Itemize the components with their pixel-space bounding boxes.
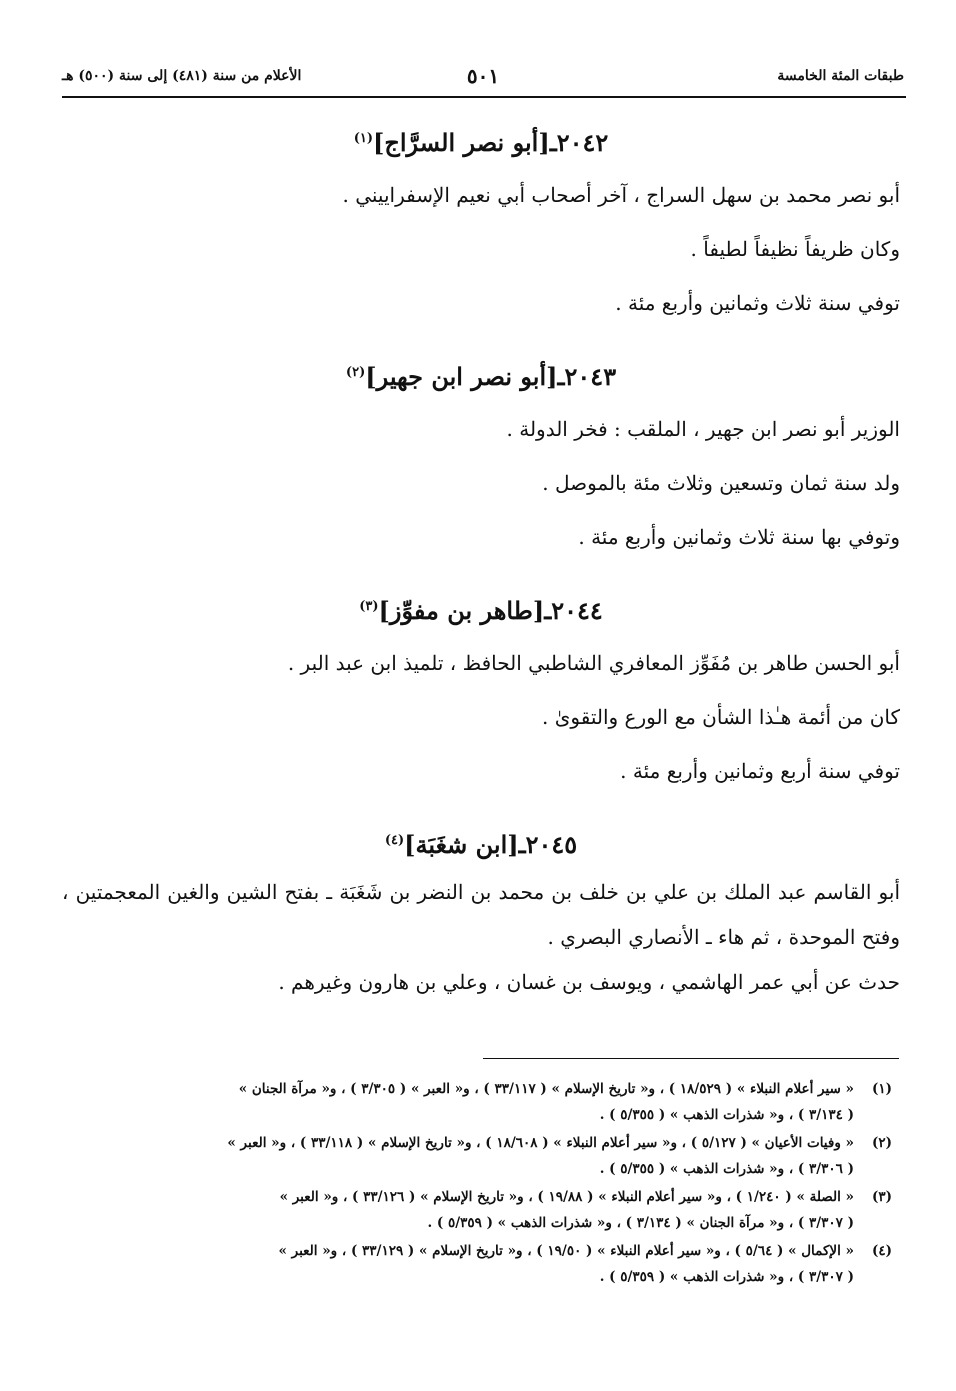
- running-head-range: الأعلام من سنة (٤٨١) إلى سنة (٥٠٠) هـ: [62, 68, 302, 84]
- footnote-reference: (١): [353, 131, 373, 146]
- entry-line: أبو الحسن طاهر بن مُفَوِّز المعافري الشاطبي الحافظ ، تلميذ ابن عبد البر .: [287, 651, 900, 675]
- entry-line: أبو القاسم عبد الملك بن علي بن خلف بن محمد بن النضر بن شَغَبَة ـ بفتح الشين والغين المعجمتين ، وفتح الموحدة ، ثم هاء ـ الأنصاري البصري .: [62, 880, 900, 949]
- entry-title: [62, 586, 900, 636]
- footnote: [62, 1130, 902, 1182]
- entry-title: [62, 352, 900, 402]
- footnote-divider: [483, 1058, 899, 1059]
- biography-entry: [62, 586, 900, 798]
- page-number: ٥٠١: [466, 64, 500, 88]
- footnote-line: ( ٣/٣٠٦ ) ، و« شذرات الذهب » ( ٥/٣٥٥ ) .: [599, 1161, 854, 1177]
- entry-line: كان من أئمة هـٰذا الشأن مع الورع والتقوىٰ .: [542, 705, 900, 729]
- footnote-reference: (٣): [359, 599, 379, 614]
- biography-entry: [62, 118, 900, 330]
- entry-line: وتوفي بها سنة ثلاث وثمانين وأربع مئة .: [578, 525, 900, 549]
- biography-entry: [62, 352, 900, 564]
- running-head: [62, 62, 904, 94]
- entry-line: توفي سنة أربع وثمانين وأربع مئة .: [620, 759, 900, 783]
- entry-number: ٢٠٤٣ـ: [557, 362, 617, 391]
- footnote: [62, 1238, 902, 1290]
- entry-number: ٢٠٤٢ـ: [549, 128, 609, 157]
- entry-number: ٢٠٤٥ـ: [518, 830, 578, 859]
- footnote: [62, 1184, 902, 1236]
- entry-line: وكان ظريفاً نظيفاً لطيفاً .: [690, 237, 900, 261]
- entry-line: ولد سنة ثمان وتسعين وثلاث مئة بالموصل .: [542, 471, 900, 495]
- entry-name: [طاهر بن مفوِّز]: [378, 596, 545, 625]
- footnote-number: (٤): [871, 1243, 893, 1259]
- entry-title: [62, 118, 900, 168]
- header-divider: [62, 96, 906, 98]
- footnote-number: (٣): [871, 1189, 893, 1205]
- page-body: [62, 118, 900, 1005]
- biography-entry: [62, 820, 900, 1005]
- footnote-number: (١): [871, 1081, 893, 1097]
- footnote: [62, 1076, 902, 1128]
- footnote-line: « الصلة » ( ١/٢٤٠ ) ، و« سير أعلام النبلاء » ( ١٩/٨٨ ) ، و« تاريخ الإسلام » ( ٣٣/١٢٦ ) ، و« العبر »: [279, 1189, 854, 1205]
- running-head-section: طبقات المئة الخامسة: [777, 68, 904, 84]
- footnote-line: « سير أعلام النبلاء » ( ١٨/٥٢٩ ) ، و« تاريخ الإسلام » ( ٣٣/١١٧ ) ، و« العبر » ( ٣/٣٠٥ ) ، و« مرآة الجنان »: [238, 1081, 854, 1097]
- entry-name: [أبو نصر ابن جهير]: [365, 362, 558, 391]
- entry-line: الوزير أبو نصر ابن جهير ، الملقب : فخر الدولة .: [506, 417, 900, 441]
- footnote-line: « الإكمال » ( ٥/٦٤ ) ، و« سير أعلام النبلاء » ( ١٩/٥٠ ) ، و« تاريخ الإسلام » ( ٣٣/١٢٩ ) ، و« العبر »: [278, 1243, 854, 1259]
- footnote-reference: (٢): [345, 365, 366, 380]
- footnote-line: ( ٣/٣٠٧ ) ، و« مرآة الجنان » ( ٣/١٣٤ ) ، و« شذرات الذهب » ( ٥/٣٥٩ ) .: [427, 1215, 854, 1231]
- entry-line: توفي سنة ثلاث وثمانين وأربع مئة .: [615, 291, 900, 315]
- entry-name: [ابن شغَبَة]: [404, 830, 519, 859]
- footnote-line: ( ٣/١٣٤ ) ، و« شذرات الذهب » ( ٥/٣٥٥ ) .: [599, 1107, 854, 1123]
- footnote-number: (٢): [871, 1135, 893, 1151]
- footnote-line: « وفيات الأعيان » ( ٥/١٢٧ ) ، و« سير أعلام النبلاء » ( ١٨/٦٠٨ ) ، و« تاريخ الإسلام » ( ٣٣/١١٨ ) ، و« العبر »: [227, 1135, 854, 1151]
- footnote-line: ( ٣/٣٠٧ ) ، و« شذرات الذهب » ( ٥/٣٥٩ ) .: [599, 1269, 854, 1285]
- entry-title: [62, 820, 900, 870]
- entry-line: حدث عن أبي عمر الهاشمي ، ويوسف بن غسان ، وعلي بن هارون وغيرهم .: [278, 970, 900, 994]
- entry-name: [أبو نصر السرَّاج]: [373, 128, 550, 157]
- footnote-reference: (٤): [384, 833, 405, 848]
- entry-number: ٢٠٤٤ـ: [544, 596, 603, 625]
- entry-line: أبو نصر محمد بن سهل السراج ، آخر أصحاب أبي نعيم الإسفراييني .: [342, 183, 900, 207]
- footnotes: [62, 1076, 902, 1292]
